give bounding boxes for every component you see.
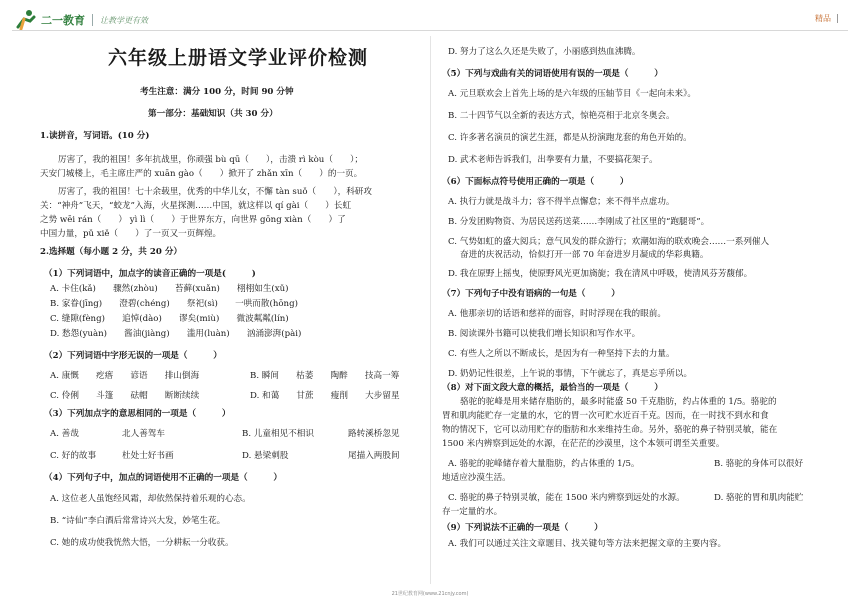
q1-para2-line2: 关：“神舟”飞天，“蛟龙”入海，火星探测……中国，就这样以 qí gài（ ）长虹: [40, 201, 352, 211]
q2-7-option-a: A. 他那亲切的话语和慈祥的面容，时时浮现在我的眼前。: [448, 309, 666, 319]
q2-4-option-d: D. 努力了这么久还是失败了，小丽感到热血沸腾。: [448, 47, 641, 57]
page-footer: 21世纪教育网(www.21cnjy.com): [391, 591, 469, 597]
column-divider: [430, 36, 431, 584]
q2-8-option-b-line2: 地适应沙漠生活。: [442, 473, 511, 483]
q1-para2-line4: 中国力量，pǔ xiě（ ）了一页又一页辉煌。: [40, 229, 222, 239]
logo-text: 二一教育: [41, 14, 85, 27]
q2-1-option-b: B. 家眷(jīng) 澄碧(chéng) 祭祀(sì) 一哄而散(hōng): [50, 299, 298, 309]
header-divider: [12, 30, 848, 31]
q2-8-option-c: C. 骆驼的鼻子特别灵敏，能在 1500 米内辨察到远处的水源。: [448, 493, 685, 503]
q2-2-option-b: B. 瞬间 枯萎 陶醉 技高一筹: [250, 371, 400, 381]
q1-para2-line1: 厉害了，我的祖国！七十余载里，优秀的中华儿女，不懈 tàn suǒ（ ），科研攻: [58, 187, 372, 197]
q2-7-question: （7）下列句子中没有语病的一句是（ ）: [442, 289, 620, 299]
q2-6-option-a: A. 执行力就是战斗力；容不得半点懈怠；来不得半点虚功。: [448, 197, 675, 207]
q2-2-option-c: C. 伶俐 斗篷 砝帽 断断续续: [50, 391, 200, 401]
q2-5-option-a: A. 元旦联欢会上首先上场的是六年级的压轴节目《一起向未来》。: [448, 89, 696, 99]
q2-7-option-c: C. 有些人之所以不断成长，是因为有一种坚持下去的力量。: [448, 349, 675, 359]
q2-2-option-a: A. 康慨 疙瘩 谚语 排山倒海: [50, 371, 200, 381]
q2-3-option-b1: B. 儿童相见不相识: [242, 429, 314, 439]
q2-6-question: （6）下面标点符号使用正确的一项是（ ）: [442, 177, 629, 187]
premium-text: 精品: [815, 14, 831, 23]
q2-9-option-a: A. 我们可以通过关注文章题目、找关键句等方法来把握文章的主要内容。: [448, 539, 727, 549]
q2-2-question: （2）下列词语中字形无误的一项是（ ）: [44, 351, 222, 361]
q2-3-option-d2: 尾描入两股间: [348, 451, 400, 461]
q2-4-option-a: A. 这位老人虽饱经风霜，却依然保持着乐观的心态。: [50, 494, 251, 504]
premium-bar: [837, 14, 838, 23]
q2-5-option-c: C. 许多著名演员的演艺生涯，都是从扮演跑龙套的角色开始的。: [448, 133, 692, 143]
q2-1-question: （1）下列词语中，加点字的读音正确的一项是( ): [44, 269, 256, 279]
q2-8-passage-line4: 1500 米内辨察到远处的水源，在茫茫的沙漠里，这个本领可谓至关重要。: [442, 439, 725, 449]
q2-8-passage-line1: 骆驼的驼峰是用来储存脂肪的，最多时能盛 50 千克脂肪，约占体重的 1/5。骆驼的: [460, 397, 777, 407]
runner-logo-icon: [12, 9, 38, 31]
q1-heading: 1.读拼音，写词语。(10 分): [40, 131, 150, 141]
q2-5-option-d: D. 武术老师告诉我们，出拳要有力量，不要搞花架子。: [448, 155, 658, 165]
q2-7-option-d: D. 奶奶记性很差，上午说的事情，下午就忘了，真是忘乎所以。: [448, 369, 693, 379]
q2-3-option-c1: C. 好的故事: [50, 451, 97, 461]
q1-para2-line3: 之势 wēi rán（ ） yì lì（ ）于世界东方，向世界 gōng xiàn（ ）了: [40, 215, 346, 225]
q2-7-option-b: B. 阅读课外书籍可以使我们增长知识和写作水平。: [448, 329, 641, 339]
page-header: [0, 0, 860, 40]
q2-1-option-c: C. 缝隙(fèng) 追悼(dào) 谬矣(miù) 微波粼粼(lín): [50, 314, 289, 324]
q2-3-option-d1: D. 悬梁刺股: [242, 451, 289, 461]
q2-8-option-d-line1: D. 骆驼的胃和肌肉能贮: [714, 493, 804, 503]
q2-5-question: （5）下列与戏曲有关的词语使用有误的一项是（ ）: [442, 69, 663, 79]
q2-6-option-b: B. 分发团购物资、为居民送药送菜……李刚成了社区里的“跑腿哥”。: [448, 217, 710, 227]
q2-3-option-a2: 北人善驾车: [122, 429, 165, 439]
q2-8-option-d-line2: 存一定量的水。: [442, 507, 503, 517]
exam-title: 六年级上册语文学业评价检测: [108, 47, 369, 69]
slogan: 让教学更有效: [100, 15, 148, 25]
q1-para1-line1: 厉害了，我的祖国！多年抗战里，你顽强 bù qū（ ），击溃 rì kòu（ ）；: [58, 155, 363, 165]
q2-9-question: （9）下列说法不正确的一项是（ ）: [442, 523, 603, 533]
q2-4-question: （4）下列句子中，加点的词语使用不正确的一项是（ ）: [44, 473, 283, 483]
q2-1-option-a: A. 卡住(kǎ) 骤然(zhòu) 苔藓(xuǎn) 栩栩如生(xǔ): [50, 284, 289, 294]
slogan-separator: [92, 14, 93, 26]
q2-3-question: （3）下列加点字的意思相同的一项是（ ）: [44, 409, 231, 419]
q2-3-option-b2: 路转溪桥忽见: [348, 429, 400, 439]
q2-2-option-d: D. 和蔼 甘蔗 瘦削 大步留星: [250, 391, 400, 401]
q2-6-option-d: D. 我在原野上摇曳，使原野风光更加旖旎；我在清风中呼吸，使清风芬芳馥郁。: [448, 269, 753, 279]
brand-logo: [12, 9, 148, 31]
q2-8-question: （8）对下面文段大意的概括，最恰当的一项是（ ）: [442, 383, 663, 393]
q2-6-option-c-line2: 奋进的庆祝活动，恰似打开一部 70 年奋进岁月凝成的华彩典籍。: [460, 250, 709, 260]
q2-5-option-b: B. 二十四节气以全新的表达方式，惊艳亮相于北京冬奥会。: [448, 111, 675, 121]
q2-3-option-c2: 杜处士好书画: [122, 451, 174, 461]
q2-6-option-c-line1: C. 气势如虹的盛大阅兵；意气风发的群众游行；欢潮如海的联欢晚会……一系列催人: [448, 237, 770, 247]
part1-heading: 第一部分：基础知识（共 30 分）: [148, 109, 278, 119]
premium-label: [815, 13, 838, 24]
q2-4-option-c: C. 她的成功使我恍然大悟，一分耕耘一分收获。: [50, 538, 234, 548]
q2-8-passage-line3: 物的情况下，它可以动用贮存的脂肪和水来维持生命。另外，骆驼的鼻子特别灵敏，能在: [442, 425, 778, 435]
q2-1-option-d: D. 愁怨(yuàn) 酱油(jiàng) 滥用(luàn) 汹涌澎湃(pài): [50, 329, 302, 339]
q2-3-option-a1: A. 善哉: [50, 429, 79, 439]
q2-heading: 2.选择题（每小题 2 分，共 20 分）: [40, 247, 183, 257]
q2-8-passage-line2: 胃和肌肉能贮存一定量的水，它的胃一次可贮水近百千克。因而，在一时找不到水和食: [442, 411, 769, 421]
q2-4-option-b: B. “诗仙”李白酒后常常诗兴大发，妙笔生花。: [50, 516, 226, 526]
q2-8-option-b-line1: B. 骆驼的身体可以很好: [714, 459, 804, 469]
q1-para1-line2: 天安门城楼上，毛主席庄严的 xuān gào（ ）掀开了 zhǎn xīn（ ）的一页。: [40, 169, 363, 179]
exam-notice: 考生注意：满分 100 分，时间 90 分钟: [140, 87, 294, 97]
q2-8-option-a: A. 骆驼的驼峰储存着大量脂肪，约占体重的 1/5。: [448, 459, 640, 469]
